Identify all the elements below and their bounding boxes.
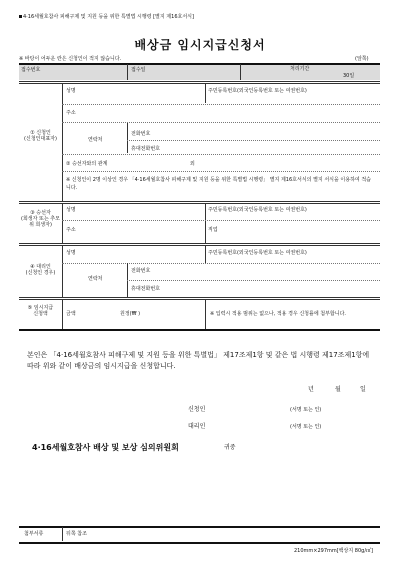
divider: [127, 64, 128, 80]
dotted-line: [62, 171, 380, 172]
applicant-name-field[interactable]: 성명: [66, 88, 76, 94]
date-month[interactable]: 월: [335, 386, 341, 393]
divider: [240, 64, 241, 80]
dotted-line: [62, 104, 380, 105]
agent-contact-label: 연락처: [88, 276, 103, 282]
dotted-line: [62, 154, 380, 155]
receipt-number-label: 접수번호: [21, 67, 41, 73]
dotted-line: [62, 220, 380, 221]
divider: [127, 123, 128, 153]
paper-spec: 210mm×297mm[백상지 80g/㎡]: [294, 548, 373, 554]
shaded-note: ※ 바탕이 어두운 란은 신청인이 적지 않습니다.: [19, 56, 122, 62]
section-label-divider: [62, 299, 63, 329]
table-line: [19, 203, 380, 204]
form-reference: [19, 14, 194, 20]
passenger-address-field[interactable]: 주소: [66, 227, 76, 233]
attachments-top-border: [19, 526, 380, 528]
applicant-section-label: [19, 130, 62, 142]
declaration-text: 본인은 「4·16세월호참사 피해구제 및 지원 등을 위한 특별법」 제17조제1항 및 같은 법 시행령 제17조제1항에 따라 위와 같이 배상금의 임시지급을 신청합니다.: [27, 351, 370, 370]
amount-section-title: ⑤ 임시지급: [27, 305, 54, 311]
passenger-occupation-field[interactable]: 직업: [208, 227, 218, 233]
divider: [205, 203, 206, 243]
applicant-signer-label: 신청인: [188, 406, 206, 413]
multiple-applicants-note: ※ 신청인이 2명 이상인 경우 「4·16세월호참사 피해구제 및 지원 등을 위한 특별법 시행령」 별지 제16호서식의 별지 서식을 이용하여 적습니다.: [66, 177, 371, 191]
divider: [205, 245, 206, 263]
date-year[interactable]: 년: [308, 386, 314, 393]
amount-note: ※ 입력시 적용 범위는 없으나, 적용 경우 신청률에 첨부합니다.: [210, 311, 347, 317]
dotted-line: [62, 122, 380, 123]
table-line: [19, 299, 380, 300]
agent-mobile-field[interactable]: 휴대전화번호: [131, 286, 160, 292]
page-side-label: (앞쪽): [355, 56, 369, 62]
receipt-row: [19, 64, 380, 80]
section-label-divider: [62, 83, 63, 201]
applicant-rrn-field[interactable]: 주민등록번호(외국인등록번호 또는 여권번호): [208, 88, 307, 94]
table-top-border: [19, 63, 380, 65]
table-line: [19, 243, 380, 244]
processing-period-label: 처리기간: [290, 66, 310, 72]
amount-field[interactable]: 원정(₩ ): [120, 311, 141, 317]
divider: [205, 299, 206, 329]
applicant-address-field[interactable]: 주소: [66, 110, 76, 116]
applicant-section-title: ① 신청인: [30, 130, 51, 136]
agent-section-label: [19, 264, 62, 276]
page-title: 배상금 임시지급신청서: [134, 38, 266, 52]
applicant-phone-field[interactable]: 전화번호: [131, 131, 151, 137]
form-reference-text: 4·16세월호참사 피해구제 및 지원 등을 위한 특별법 시행령 [별지 제16호서식]: [23, 14, 194, 20]
table-line: [19, 201, 380, 202]
passenger-section-label: [19, 210, 62, 228]
applicant-signature-field[interactable]: (서명 또는 인): [290, 407, 322, 413]
square-bullet-icon: [19, 15, 22, 18]
agent-name-field[interactable]: 성명: [66, 250, 76, 256]
applicant-mobile-field[interactable]: 휴대전화번호: [131, 146, 160, 152]
table-line: [19, 81, 380, 82]
amount-section-sub: 신청액: [33, 311, 48, 317]
agent-signer-label: 대리인: [188, 423, 206, 430]
agent-section-sub: (신청인 경우): [25, 270, 56, 276]
agent-section-title: ④ 대리인: [30, 264, 51, 270]
table-bottom-border: [19, 329, 380, 331]
committee-name: 4·16세월호참사 배상 및 보상 심의위원회: [32, 443, 179, 452]
committee-suffix: 귀중: [224, 444, 236, 451]
passenger-rrn-field[interactable]: 주민등록번호(외국인등록번호 또는 여권번호): [208, 207, 307, 213]
applicant-contact-label: 연락처: [88, 137, 103, 143]
passenger-section-sub: (희생자 또는 추모위 희생자): [21, 216, 60, 228]
table-line: [19, 83, 380, 84]
agent-phone-field[interactable]: 전화번호: [131, 268, 151, 274]
dotted-line: [127, 140, 380, 141]
divider: [205, 83, 206, 103]
attachments-value: 뒤쪽 참조: [66, 531, 87, 537]
relationship-placeholder: 외: [190, 161, 195, 167]
receipt-date-label: 접수일: [131, 67, 146, 73]
applicant-section-sub: (신청인대표자): [24, 136, 57, 142]
attachments-bottom-border: [19, 542, 380, 544]
date-day[interactable]: 일: [360, 386, 366, 393]
agent-rrn-field[interactable]: 주민등록번호(외국인등록번호 또는 여권번호): [208, 250, 307, 256]
table-line: [19, 297, 380, 298]
section-label-divider: [62, 245, 63, 297]
passenger-name-field[interactable]: 성명: [66, 207, 76, 213]
section-label-divider: [62, 203, 63, 243]
passenger-section-title: ③ 승선자: [30, 210, 51, 216]
attachments-label: 첨부서류: [24, 531, 44, 537]
dotted-line: [127, 280, 380, 281]
table-line: [19, 245, 380, 246]
amount-label: 금액: [66, 311, 76, 317]
agent-signature-field[interactable]: (서명 또는 인): [290, 424, 322, 430]
processing-period-value: 30일: [343, 73, 355, 79]
divider: [62, 527, 63, 541]
amount-section-label: [19, 305, 62, 317]
relationship-field[interactable]: ② 승선자와의 관계: [66, 161, 108, 167]
dotted-line: [62, 263, 380, 264]
